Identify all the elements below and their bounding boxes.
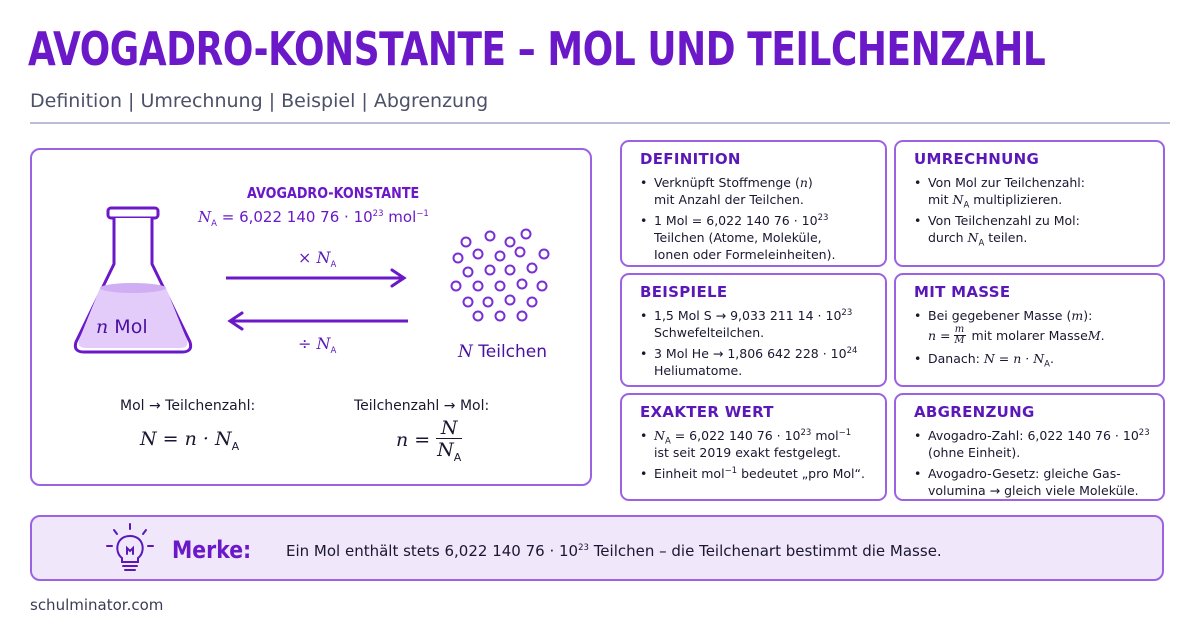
page-title: AVOGADRO-KONSTANTE – MOL UND TEILCHENZAHL [28, 22, 1046, 76]
particles-icon [448, 228, 558, 328]
lightbulb-icon [104, 522, 156, 576]
constant-label: AVOGADRO-KONSTANTE [247, 184, 420, 202]
list-item: • $N_A = 6,022$ 140 $76 \cdot 10^{23}$ mol$^{-1}$ ist seit 2019 exakt festgelegt. [640, 427, 871, 461]
merke-label: Merke: [172, 536, 252, 564]
arrow-left-icon [224, 311, 410, 331]
beispiele-card [620, 273, 887, 387]
umrechnung-card [894, 140, 1165, 267]
list-item: • Bei gegebener Masse (m): n = m M mit molarer Masse M . [914, 307, 1149, 346]
constant-formula: $N_A = 6,022$ 140 $76 \cdot 10^{23}$ mol$^{-1}$ [198, 208, 429, 229]
list-item: • 1,5 Mol S → 9,033 211 $14 \cdot 10^{23}$ Schwefelteilchen. [640, 307, 871, 341]
beispiele-title: BEISPIELE [640, 283, 728, 301]
list-item: • Von Teilchenzahl zu Mol: durch $N_A$ teilen. [914, 212, 1149, 246]
definition-title: DEFINITION [640, 150, 741, 168]
flask-label: n Mol [96, 316, 148, 338]
divide-label: ÷ $N_A$ [298, 334, 337, 357]
list-item: • Avogadro-Zahl: 6,022 140 $76 \cdot 10^{23}$ (ohne Einheit). [914, 427, 1149, 461]
list-item: • Einheit mol$^{-1}$ bedeutet „pro Mol“. [640, 465, 871, 482]
mit-masse-card [894, 273, 1165, 387]
exakter-wert-title: EXAKTER WERT [640, 403, 774, 421]
list-item: • 3 Mol He → 1,806 642 $228 \cdot 10^{24}$ Heliumatome. [640, 345, 871, 379]
list-item: • Danach: $N = n \cdot N_A$. [914, 350, 1149, 367]
header-divider [30, 122, 1170, 124]
exakter-wert-card [620, 393, 887, 501]
list-item: • Verknüpft Stoffmenge (n) mit Anzahl der Teilchen. [640, 174, 871, 208]
footer-site: schulminator.com [30, 596, 164, 614]
particles-to-mol-heading: Teilchenzahl → Mol: [354, 398, 490, 414]
particles-label: N Teilchen [458, 342, 548, 362]
merke-text: Ein Mol enthält stets 6,022 140 $76 \cdot 10^{23}$ Teilchen – die Teilchenart bestimmt die Masse. [286, 542, 942, 560]
list-item: • 1 Mol = 6,022 140 $76 \cdot 10^{23}$ Teilchen (Atome, Moleküle, Ionen oder Formeleinheiten). [640, 212, 871, 263]
multiply-label: × $N_A$ [298, 248, 337, 271]
page-subtitle: Definition | Umrechnung | Beispiel | Abgrenzung [30, 90, 489, 112]
particles-to-mol-formula: n = N $N_A$ [396, 417, 462, 464]
mol-to-particles-heading: Mol → Teilchenzahl: [120, 398, 256, 414]
abgrenzung-title: ABGRENZUNG [914, 403, 1035, 421]
list-item: • Avogadro-Gesetz: gleiche Gas- volumina → gleich viele Moleküle. [914, 465, 1149, 499]
abgrenzung-card [894, 393, 1165, 501]
mol-to-particles-formula: $N = n \cdot N_A$ [140, 428, 240, 453]
list-item: • Von Mol zur Teilchenzahl: mit $N_A$ multiplizieren. [914, 174, 1149, 208]
definition-card [620, 140, 887, 267]
umrechnung-title: UMRECHNUNG [914, 150, 1040, 168]
mit-masse-title: MIT MASSE [914, 283, 1011, 301]
arrow-right-icon [224, 268, 410, 288]
